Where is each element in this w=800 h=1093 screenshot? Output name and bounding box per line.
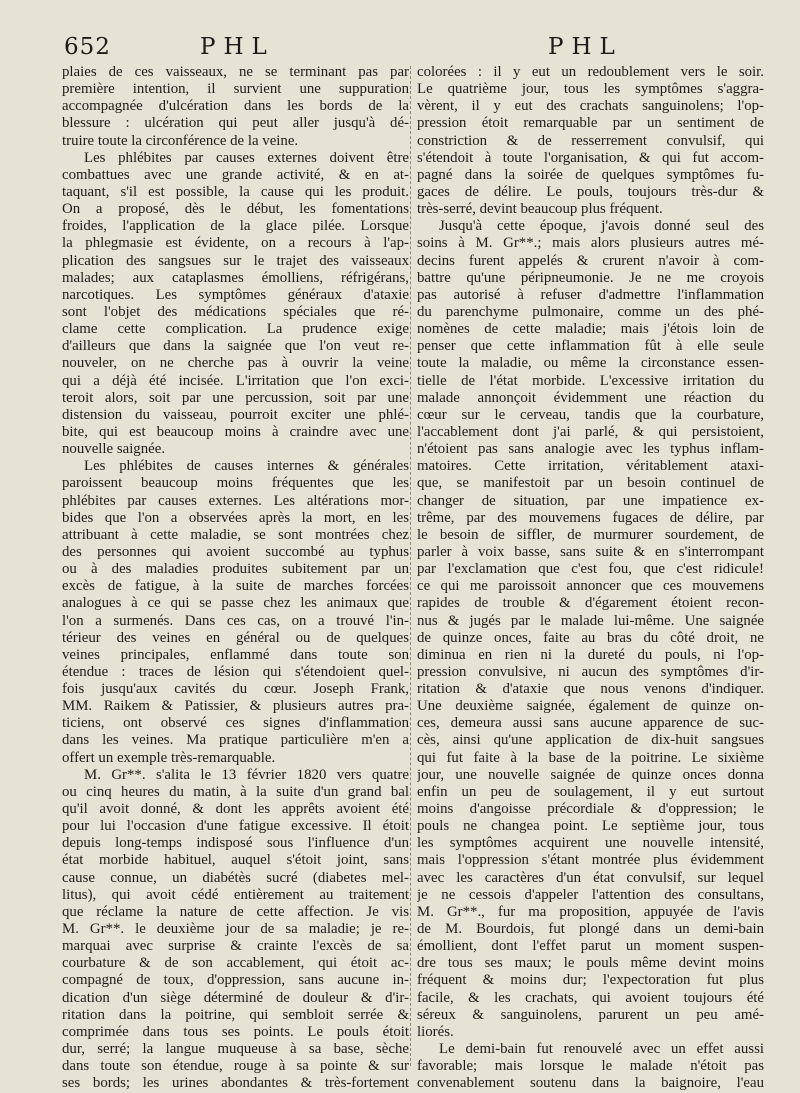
text-line: plaies de ces vaisseaux, ne se terminant pas par bbox=[62, 64, 409, 80]
text-line: par l'exclamation que c'est fou, que c'est ridicule! bbox=[417, 561, 764, 578]
text-line: offert un exemple très-remarquable. bbox=[62, 749, 276, 766]
text-line: paroissent beaucoup moins fréquentes que les bbox=[62, 475, 409, 492]
text-line: nus & jugés par le malade lui-même. Une saignée bbox=[417, 612, 764, 629]
text-line: dans les veines. Ma pratique particulière m'en a bbox=[62, 732, 409, 749]
text-line: qu'il avoit donné, & dont les apprêts avoient été bbox=[62, 801, 409, 818]
text-line: moins d'angoisse précordiale & d'oppression; le bbox=[417, 801, 764, 818]
text-line: nomènes de cette maladie; mais j'étois loin de bbox=[417, 321, 764, 338]
text-line: facile, & les crachats, qui avoient toujours été bbox=[417, 989, 764, 1006]
text-line: M. Gr**. s'alita le 13 février 1820 vers quatre bbox=[84, 766, 409, 783]
text-line: séreux & sanguinolens, parurent un peu amé- bbox=[417, 1006, 764, 1023]
text-line: depuis long-temps indisposé sous l'influence d'un bbox=[62, 835, 409, 852]
text-line: que, se manifestoit par un besoin continuel de bbox=[417, 475, 764, 492]
text-line: Les phlébites de causes internes & générales bbox=[84, 458, 409, 475]
text-line: qui a déjà été incisée. L'irritation que l'on exci- bbox=[62, 372, 409, 389]
text-line: rapides de trouble & d'égarement étoient recon- bbox=[417, 595, 764, 612]
text-line: liorés. bbox=[417, 1023, 454, 1040]
text-line: fréquent & moins dur; l'expectoration fut plus bbox=[417, 972, 764, 989]
text-line: le besoin de siffler, de murmurer sourdement, de bbox=[417, 526, 764, 543]
text-line: pression convulsive, ni aucun des symptômes d'ir- bbox=[417, 663, 764, 680]
text-line: dre tous ses maux; le pouls même devint moins bbox=[417, 955, 764, 972]
right-text-column bbox=[417, 64, 764, 1092]
text-line: teroit alors, soit par une percussion, soit par une bbox=[62, 389, 409, 406]
text-line: Une deuxième saignée, également de quinze on- bbox=[417, 698, 764, 715]
text-line: je ne cessois d'appeler l'attention des consultans, bbox=[417, 886, 764, 903]
text-line: bite, qui est beaucoup moins à craindre avec une bbox=[62, 423, 409, 440]
text-line: état morbide habituel, auquel s'étoit joint, sans bbox=[62, 852, 409, 869]
text-line: M. Gr**. le deuxième jour de sa maladie; je re- bbox=[62, 921, 409, 938]
text-line: d'ailleurs que dans la saignée que l'on veut re- bbox=[62, 338, 409, 355]
text-line: de M. Bourdois, fut plongé dans un demi-bain bbox=[417, 921, 764, 938]
text-line: nouveler, on ne cherche pas à ouvrir la veine bbox=[62, 355, 409, 372]
text-line: taquant, s'il est possible, la cause qui les produit. bbox=[62, 183, 409, 200]
text-line: soins à M. Gr**.; mais alors plusieurs autres mé- bbox=[417, 235, 764, 252]
text-line: courbature & de son accablement, qui étoit ac- bbox=[62, 955, 409, 972]
text-line: bides que l'on a observées après la mort, en les bbox=[62, 509, 409, 526]
text-line: dans toute son étendue, rouge à sa pointe & sur bbox=[62, 1058, 409, 1075]
text-line: l'on a surmenés. Dans ces cas, on a trouvé l'in- bbox=[62, 612, 409, 629]
text-line: gaces de délire. Le pouls, toujours très-dur & bbox=[417, 183, 764, 200]
text-line: compagné de toux, d'oppression, sans aucune in- bbox=[62, 972, 409, 989]
left-text-column bbox=[62, 64, 409, 1092]
text-line: changer de situation, par une impatience ex- bbox=[417, 492, 764, 509]
column-divider bbox=[410, 66, 411, 1066]
text-line: veines principales, enflammé dans toute son bbox=[62, 646, 409, 663]
text-line: enfin un peu de soulagement, il y eut surtout bbox=[417, 783, 764, 800]
text-line: sont l'objet des médications spéciales que ré- bbox=[62, 303, 409, 320]
text-line: ritation dans la poitrine, qui sembloit serrée & bbox=[62, 1006, 409, 1023]
text-line: du parenchyme pulmonaire, comme un des phé- bbox=[417, 303, 764, 320]
text-line: dication d'un siège déterminé de douleur & d'ir- bbox=[62, 989, 409, 1006]
text-line: n'étoient pas sans analogie avec les typhus inflam- bbox=[417, 441, 764, 458]
text-line: truire toute la circonférence de la veine. bbox=[62, 132, 299, 149]
text-line: analogues à ce qui se passe chez les animaux que bbox=[62, 595, 409, 612]
text-line: ces, demeura aussi sans aucune apparence de suc- bbox=[417, 715, 764, 732]
text-line: pouls ne changea point. Le septième jour, tous bbox=[417, 818, 764, 835]
text-line: constriction & de resserrement convulsif, qui bbox=[417, 132, 764, 149]
text-line: parler à voix basse, sans suite & en s'interrompant bbox=[417, 543, 764, 560]
text-line: diminua en rien ni la dureté du pouls, ni l'op- bbox=[417, 646, 764, 663]
text-line: phlébites par causes externes. Les altérations mor- bbox=[62, 492, 409, 509]
text-line: qui fut faite à la base de la poitrine. Le sixième bbox=[417, 749, 764, 766]
text-line: térieur des veines en général ou de quelques bbox=[62, 629, 409, 646]
text-line: cause connue, un diabétès sucré (diabetes mel- bbox=[62, 869, 409, 886]
text-line: cès, ainsi qu'une application de dix-huit sangsues bbox=[417, 732, 764, 749]
text-line: ou cinq heures du matin, à la suite d'un grand bal bbox=[62, 783, 409, 800]
text-line: ticiens, ont observé ces signes d'inflammation bbox=[62, 715, 409, 732]
text-line: M. Gr**., fur ma proposition, appuyée de l'avis bbox=[417, 903, 764, 920]
text-line: pour lui l'occasion d'une fatigue excessive. Il étoit bbox=[62, 818, 409, 835]
text-line: très-serré, devint beaucoup plus fréquent. bbox=[417, 201, 663, 218]
text-line: Le quatrième jour, tous les symptômes s'aggra- bbox=[417, 81, 764, 98]
text-line: combattues avec une grande activité, & en at- bbox=[62, 166, 409, 183]
text-line: Jusqu'à cette époque, j'avois donné seul des bbox=[439, 218, 764, 235]
text-line: pression étoit remarquable par un sentiment de bbox=[417, 115, 764, 132]
text-line: clame cette complication. La prudence exige bbox=[62, 321, 409, 338]
text-line: tielle de l'état morbide. L'excessive irritation du bbox=[417, 372, 764, 389]
text-line: avec les caractères d'un état convulsif, sur lequel bbox=[417, 869, 764, 886]
text-line: cœur sur le cerveau, tandis que la courbature, bbox=[417, 406, 764, 423]
text-line: fois jusqu'aux cavités du cœur. Joseph Frank, bbox=[62, 681, 409, 698]
text-line: comprimée dans tous ses points. Le pouls étoit bbox=[62, 1023, 409, 1040]
text-line: étendue : traces de lésion qui s'étendoient quel- bbox=[62, 663, 409, 680]
text-line: ritation & d'ataxie que nous venons d'indiquer. bbox=[417, 681, 764, 698]
running-head-right: PHL bbox=[548, 34, 623, 60]
text-line: battre qu'une péripneumonie. Je ne me croyois bbox=[417, 269, 764, 286]
text-line: jour, une nouvelle saignée de quinze onces donna bbox=[417, 766, 764, 783]
text-line: decins furent appelés & crurent n'avoir à com- bbox=[417, 252, 764, 269]
text-line: penser que cette inflammation fût à elle seule bbox=[417, 338, 764, 355]
text-line: malades; aux cataplasmes émolliens, réfrigérans, bbox=[62, 269, 409, 286]
text-line: attribuant à cette maladie, se sont montrées chez bbox=[62, 526, 409, 543]
text-line: distension du vaisseau, pourroit exciter une phlé- bbox=[62, 406, 409, 423]
text-line: excès de fatigue, à la suite de marches forcées bbox=[62, 578, 409, 595]
text-line: matoires. Cette irritation, véritablement ataxi- bbox=[417, 458, 764, 475]
text-line: émollient, dont l'effet parut un moment suspen- bbox=[417, 938, 764, 955]
text-line: Le demi-bain fut renouvelé avec un effet aussi bbox=[439, 1041, 764, 1058]
text-line: favorable; mais lorsque le malade n'étoit pas bbox=[417, 1058, 764, 1075]
text-line: narcotiques. Les symptômes généraux d'ataxie bbox=[62, 286, 409, 303]
text-line: convenablement soutenu dans la baignoire, l'eau bbox=[417, 1075, 764, 1092]
text-line: accompagnée d'ulcération dans les bords de la bbox=[62, 98, 409, 115]
text-line: ses bords; les urines abondantes & très-fortement bbox=[62, 1075, 409, 1092]
text-line: trême, par des mouvemens fugaces de délire, par bbox=[417, 509, 764, 526]
text-line: dur, serré; la langue muqueuse à sa base, sèche bbox=[62, 1041, 409, 1058]
text-line: blessure : ulcération qui peut aller jusqu'à dé- bbox=[62, 115, 409, 132]
text-line: vèrent, il y eut des crachats sanguinolens; l'op- bbox=[417, 98, 764, 115]
text-line: froides, l'application de la glace pilée. Lorsque bbox=[62, 218, 409, 235]
text-line: MM. Raikem & Patissier, & plusieurs autres pra- bbox=[62, 698, 409, 715]
text-line: de quinze onces, faite au bras du côté droit, ne bbox=[417, 629, 764, 646]
page-number: 652 bbox=[64, 34, 111, 60]
text-line: l'accablement dont j'ai parlé, & qui persistoient, bbox=[417, 423, 764, 440]
text-line: colorées : il y eut un redoublement vers le soir. bbox=[417, 64, 764, 80]
running-head-left: PHL bbox=[200, 34, 275, 60]
text-line: première intention, il survient une suppuration bbox=[62, 81, 409, 98]
text-line: marquai avec surprise & crainte l'excès de sa bbox=[62, 938, 409, 955]
text-line: s'étendoit à toute l'organisation, & qui fut accom- bbox=[417, 149, 764, 166]
text-line: On a proposé, dès le début, les fomentations bbox=[62, 201, 409, 218]
text-line: malade annonçoit évidemment une réaction du bbox=[417, 389, 764, 406]
text-line: la phlegmasie est évidente, on a recours à l'ap- bbox=[62, 235, 409, 252]
text-line: des personnes qui avoient succombé au typhus bbox=[62, 543, 409, 560]
text-line: que réclame la nature de cette affection. Je vis bbox=[62, 903, 409, 920]
text-line: ou à des maladies produites subitement par un bbox=[62, 561, 409, 578]
text-line: toute la maladie, ou même la circonstance essen- bbox=[417, 355, 764, 372]
text-line: litus), qui avoit cédé entièrement au traitement bbox=[62, 886, 409, 903]
text-line: les symptômes acquirent une nouvelle intensité, bbox=[417, 835, 764, 852]
text-line: pagné dans la soirée de quelques symptômes fu- bbox=[417, 166, 764, 183]
text-line: Les phlébites par causes externes doivent être bbox=[84, 149, 409, 166]
text-line: mais l'oppression s'étant montrée plus évidemment bbox=[417, 852, 764, 869]
text-line: ce qui me paroissoit annoncer que ces mouvemens bbox=[417, 578, 764, 595]
text-line: nouvelle saignée. bbox=[62, 441, 166, 458]
text-line: plication des sangsues sur le trajet des vaisseaux bbox=[62, 252, 409, 269]
text-line: pas autorisé à refuser d'admettre l'inflammation bbox=[417, 286, 764, 303]
